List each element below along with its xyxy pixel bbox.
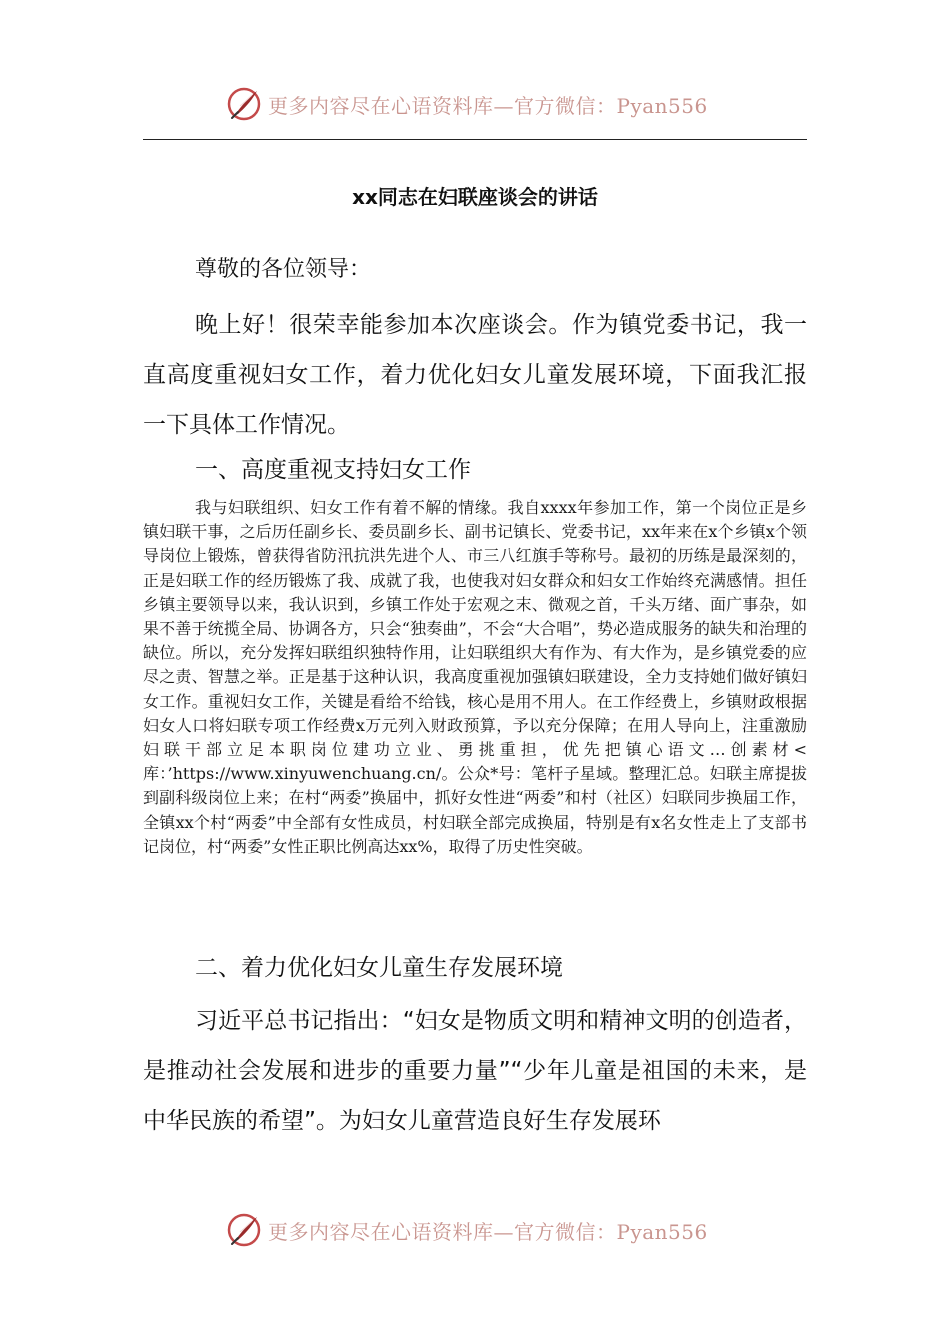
section-body-2: 习近平总书记指出：“妇女是物质文明和精神文明的创造者，是推动社会发展和进步的重要力量”“少年儿童是祖国的未来，是中华民族的希望”。为妇女儿童营造良好生存发展环: [143, 1008, 807, 1134]
header-divider: [143, 139, 807, 140]
quill-logo-icon: [226, 86, 262, 122]
footer-banner-text: 更多内容尽在心语资料库—官方微信：Pyan556: [268, 1219, 708, 1244]
banner-text: 更多内容尽在心语资料库—官方微信：Pyan556: [268, 93, 708, 118]
section-heading-1: 一、高度重视支持妇女工作: [195, 457, 471, 483]
footer-watermark-banner: [226, 1210, 708, 1250]
document-title: xx同志在妇联座谈会的讲话: [352, 185, 598, 209]
section-body-1: 我与妇联组织、妇女工作有着不解的情缘。我自xxxx年参加工作，第一个岗位正是乡镇妇联干事，之后历任副乡长、委员副乡长、副书记镇长、党委书记，xx年来在x个乡镇x个领导岗位上锻炼，曾获得省防汛抗洪先进个人、市三八红旗手等称号。最初的历练是最深刻的，正是妇联工作的经历锻炼了我、成就了我，也使我对妇女群众和妇女工作始终充满感情。担任乡镇主要领导以来，我认识到，乡镇工作处于宏观之末、微观之首，千头万绪、面广事杂，如果不善于统揽全局、协调各方，只会“独奏曲”，不会“大合唱”，势必造成服务的缺失和治理的缺位。所以，充分发挥妇联组织独特作用，让妇联组织大有作为、有大作为，是乡镇党委的应尽之责、智慧之举。正是基于这种认识，我高度重视加强镇妇联建设，全力支持她们做好镇妇女工作。重视妇女工作，关键是看给不给钱，核心是用不用人。在工作经费上，乡镇财政根据妇女人口将妇联专项工作经费x万元列入财政预算，予以充分保障；在用人导向上，注重激励妇联干部立足本职岗位建功立业、勇挑重担，优先把镇心语文…创素材<库：’https://www.xinyuwenchuang.cn/。公众*号：笔杆子星域。整理汇总。妇联主席提拔到副科级岗位上来；在村“两委”换届中，抓好女性进“两委”和村（社区）妇联同步换届工作，全镇xx个村“两委”中全部有女性成员，村妇联全部完成换届，特别是有x名女性走上了支部书记岗位，村“两委”女性正职比例高达xx%，取得了历史性突破。: [143, 498, 807, 856]
quill-logo-icon: [226, 1212, 262, 1248]
section-heading-2: 二、着力优化妇女儿童生存发展环境: [195, 955, 563, 981]
header-watermark-banner: [226, 84, 708, 124]
intro-paragraph: 晚上好！很荣幸能参加本次座谈会。作为镇党委书记，我一直高度重视妇女工作，着力优化妇女儿童发展环境，下面我汇报一下具体工作情况。: [143, 312, 807, 438]
salutation: 尊敬的各位领导：: [195, 257, 372, 282]
